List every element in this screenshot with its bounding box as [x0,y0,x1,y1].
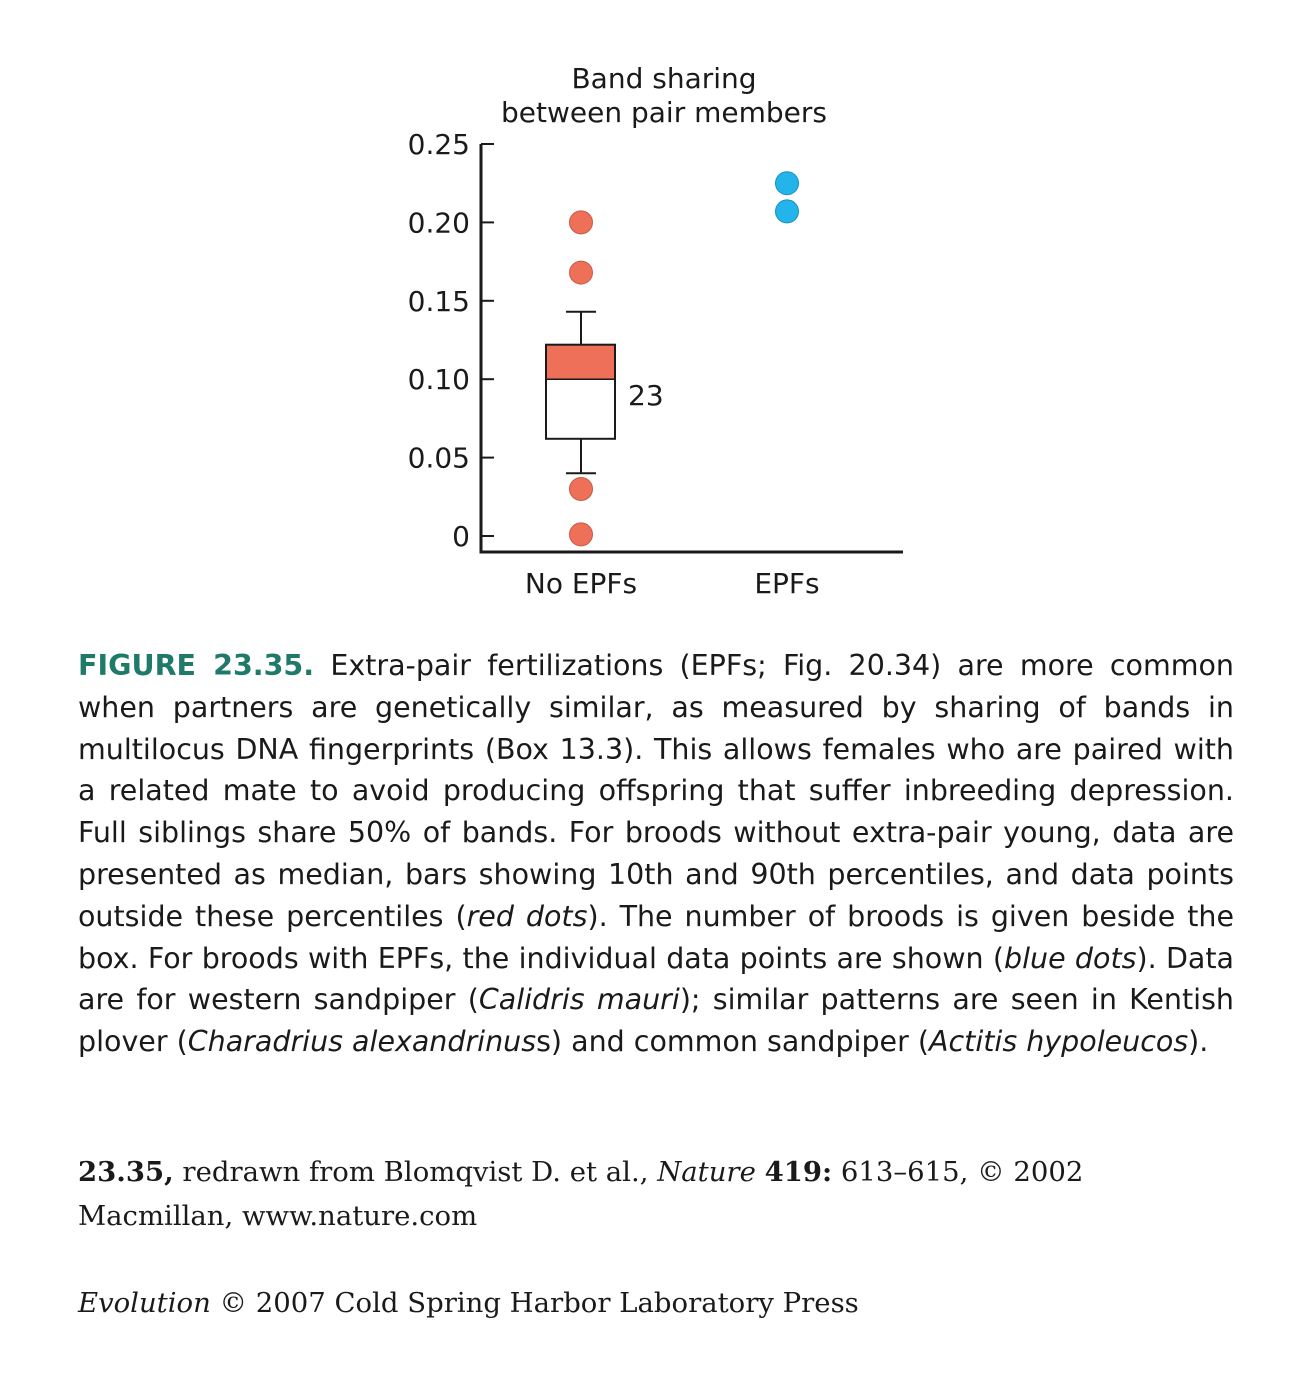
y-tick-label: 0.25 [407,128,470,161]
box-lower-quartile [546,379,615,439]
credit-ref: 23.35, [78,1156,174,1188]
figure-label: FIGURE 23.35. [78,649,315,682]
copyright-text: © 2007 Cold Spring Harbor Laboratory Press [210,1287,859,1319]
y-tick-label: 0.20 [407,206,470,240]
book-title: Evolution [78,1287,211,1319]
y-tick-label: 0.15 [407,284,470,318]
credit-text-1: redrawn from Blomqvist D. et al., [173,1156,658,1188]
x-tick-label: EPFs [754,567,820,600]
credit-text-3: 613–615, © 2002 Macmillan, www.nature.com [78,1156,1084,1232]
outlier-point-red [570,261,593,284]
figure-caption [78,645,1234,1063]
caption-species-1: Calidris mauri [478,983,680,1017]
figure-credit [78,1150,1238,1238]
epf-point-blue [776,172,799,195]
y-tick-label: 0 [452,520,470,553]
box-plot-no-epfs [546,312,664,474]
caption-text-2: ). The number of broods is given beside the box. For broods with EPFs, the individual data points are shown ( [78,899,1235,975]
y-tick-label: 0.10 [407,363,470,397]
outlier-point-red [570,211,593,234]
caption-italic-red-dots: red dots [466,899,588,933]
caption-text-5: s) and common sandpiper ( [536,1025,929,1059]
caption-text-1: Extra-pair fertilizations (EPFs; Fig. 20.34) are more common when partners are genetically similar, as measured by sharing of bands in multilocus DNA fingerprints (Box 13.3). This allows females who are paired with a related mate to avoid producing offspring that suffer inbreeding depression. Full siblings share 50% of bands. For broods without extra-pair young, data are presented as median, bars showing 10th and 90th percentiles, and data points outside these percentiles ( [78,649,1234,933]
epf-point-blue [776,200,799,223]
credit-journal: Nature [657,1156,756,1188]
outlier-point-red [570,523,593,546]
caption-species-2: Charadrius alexandrinus [187,1025,537,1059]
chart-title-line-1: Band sharing [571,62,757,95]
caption-italic-blue-dots: blue dots [1004,941,1137,975]
outlier-point-red [570,477,593,500]
y-tick-label: 0.05 [407,441,470,475]
caption-text-4: ); similar patterns are seen in Kentish plover ( [78,983,1234,1059]
credit-text-2 [756,1156,765,1188]
box-plot-chart [0,0,1314,620]
caption-text-6: ). [1188,1025,1209,1059]
caption-species-3: Actitis hypoleucos [928,1025,1189,1059]
x-tick-label: No EPFs [524,567,638,600]
credit-volume: 419: [764,1156,833,1188]
axes [408,128,903,600]
caption-text-3: ). Data are for western sandpiper ( [78,941,1235,1017]
chart-title-line-2: between pair members [501,96,827,129]
box-n-label: 23 [628,379,664,413]
book-copyright [78,1283,1238,1323]
box-upper-quartile [546,345,615,379]
